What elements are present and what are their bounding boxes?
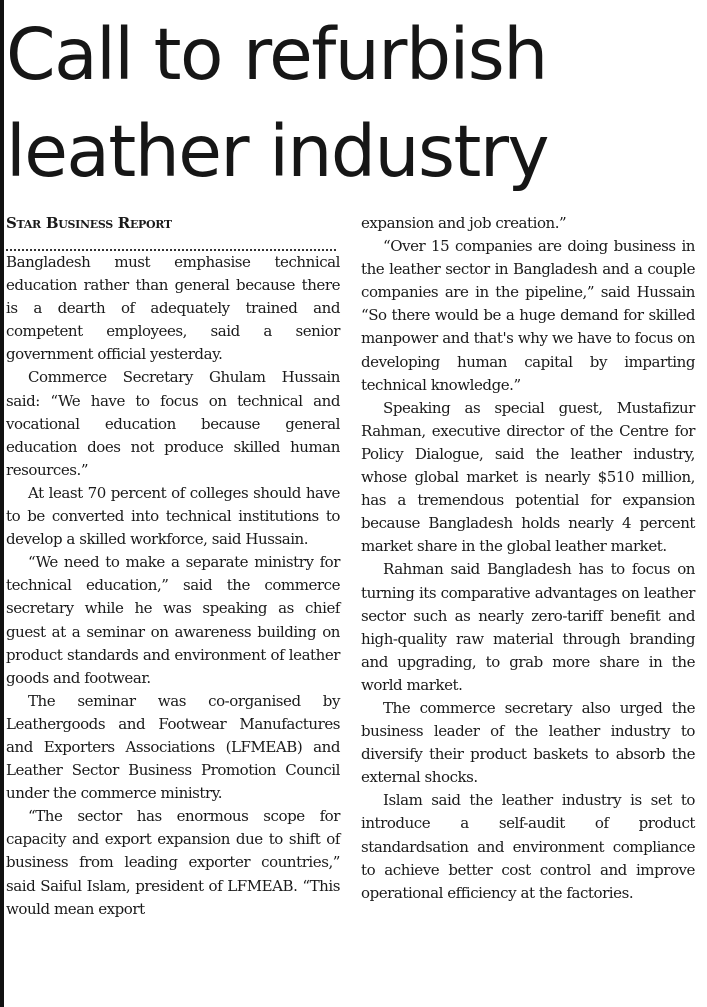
paragraph: Speaking as special guest, Mustafizur Rahman, executive director of the Centre for Policy Dialogue, said the leather industry, whose global market is nearly $510 million, has a tremendous potential for expansion because Bangladesh holds nearly 4 percent market share in the global leather market. (361, 398, 695, 556)
paragraph: At least 70 percent of colleges should have to be converted into technical institutions to develop a skilled workforce, said Hussain. (6, 483, 340, 549)
headline (6, 6, 702, 200)
paragraph: expansion and job creation.” (361, 214, 567, 232)
paragraph: “Over 15 companies are doing business in the leather sector in Bangladesh and a couple companies are in the pipeline,” said Hussain “So there would be a huge demand for skilled manpower and that's why we have to focus on developing human capital by imparting technical knowledge.” (361, 237, 695, 394)
article-column-right (361, 212, 695, 905)
paragraph: Commerce Secretary Ghulam Hussain said: “We have to focus on technical and vocational education because general education does not produce skilled human resources.” (6, 368, 340, 479)
page-edge-bar (0, 0, 4, 1007)
article-column-left (6, 212, 340, 921)
paragraph: The commerce secretary also urged the business leader of the leather industry to diversify their product baskets to absorb the external shocks. (361, 698, 695, 787)
paragraph: “The sector has enormous scope for capacity and export expansion due to shift of business from leading exporter countries,” said Saiful Islam, president of LFMEAB. “This would mean export (6, 807, 340, 918)
headline-line-1: Call to refurbish (6, 13, 547, 96)
byline: Star Business Report (6, 214, 172, 232)
paragraph: Rahman said Bangladesh has to focus on turning its comparative advantages on leather sector such as nearly zero-tariff benefit and high-quality raw material through branding and upgrading, to grab more share in the world market. (361, 560, 695, 694)
headline-line-2: leather industry (6, 110, 549, 193)
paragraph: “We need to make a separate ministry for technical education,” said the commerce secretary while he was speaking as chief guest at a seminar on awareness building on product standards and environment of leather goods and footwear. (6, 553, 340, 687)
paragraph: Islam said the leather industry is set to introduce a self-audit of product standardsation and environment compliance to achieve better cost control and improve operational efficiency at the factories. (361, 791, 695, 902)
paragraph: Bangladesh must emphasise technical education rather than general because there is a dearth of adequately trained and competent employees, said a senior government official yesterday. (6, 253, 340, 364)
dotted-rule (6, 237, 336, 251)
paragraph: The seminar was co-organised by Leathergoods and Footwear Manufactures and Exporters Associations (LFMEAB) and Leather Sector Business Promotion Council under the commerce ministry. (6, 691, 340, 803)
